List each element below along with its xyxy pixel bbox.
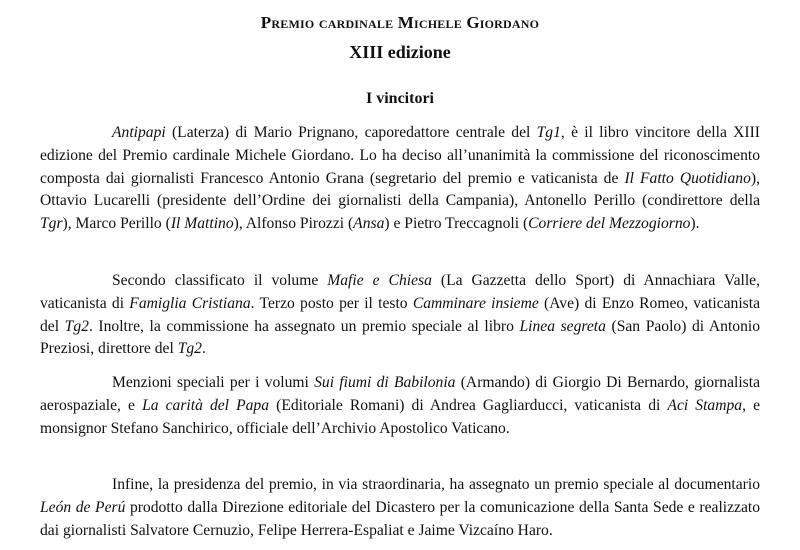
text-run: (Armando) di Giorgio Di Bernardo, giornalista aerospaziale, e bbox=[40, 374, 760, 414]
italic-title: Tgr bbox=[40, 215, 63, 233]
text-run: , è il libro vincitore della XIII edizione del Premio cardinale Michele Giordano. Lo ha deciso all’unanimità la commissione del riconoscimento composta dai giornalisti Francesco Antonio Grana (segretario del premio e vaticanista de bbox=[40, 124, 760, 187]
text-run: (San Paolo) di Antonio Preziosi, direttore del bbox=[40, 317, 760, 358]
text-run: (Laterza) di Mario Prignano, caporedattore centrale del bbox=[165, 124, 537, 141]
document-title bbox=[0, 12, 800, 34]
italic-title: Tg1 bbox=[536, 124, 561, 141]
text-run: ) e Pietro Treccagnoli ( bbox=[384, 215, 529, 233]
text-run: , e monsignor Stefano Sanchirico, officiale dell’Archivio Apostolico Vaticano. bbox=[40, 396, 760, 437]
paragraph-winner bbox=[40, 122, 760, 236]
italic-title: Antipapi bbox=[112, 124, 166, 141]
italic-title: Il Fatto Quotidiano bbox=[624, 169, 751, 187]
section-heading: I vincitori bbox=[366, 90, 434, 107]
text-run: (La Gazzetta dello Sport) di Annachiara Valle, vaticanista di bbox=[40, 272, 760, 312]
italic-title: Sui fiumi di Babilonia bbox=[314, 374, 456, 391]
italic-title: Linea segreta bbox=[519, 317, 606, 335]
paragraph-runners-up bbox=[40, 270, 760, 361]
text-run: (Editoriale Romani) di Andrea Gagliarducci, vaticanista di bbox=[269, 396, 668, 414]
italic-title: Mafie e Chiesa bbox=[327, 272, 432, 289]
title-word-cardinale: cardinale bbox=[318, 13, 398, 32]
italic-title: Il Mattino bbox=[170, 215, 234, 233]
italic-title: Famiglia Cristiana bbox=[129, 294, 251, 312]
text-run: ), Alfonso Pirozzi ( bbox=[233, 215, 354, 233]
text-run: (Ave) di Enzo Romeo, vaticanista del bbox=[40, 294, 760, 335]
paragraph-special-mentions bbox=[40, 372, 760, 440]
paragraph-special-prize bbox=[40, 474, 760, 542]
text-run: . Inoltre, la commissione ha assegnato un premio speciale al libro bbox=[88, 317, 520, 335]
italic-title: León de Perú bbox=[40, 498, 126, 516]
text-run: . bbox=[201, 340, 206, 358]
title-name: Michele Giordano bbox=[397, 13, 540, 32]
title-word-premio: Premio bbox=[260, 13, 319, 32]
text-run: Infine, la presidenza del premio, in via straordinaria, ha assegnato un premio speciale al documentario bbox=[112, 476, 760, 493]
text-run: . Terzo posto per il testo bbox=[250, 294, 413, 312]
text-run: prodotto dalla Direzione editoriale del Dicastero per la comunicazione della Santa Sede e realizzato dai giornalisti Salvatore Cernuzio, Felipe Herrera-Espaliat e Jaime Vizcaíno Haro. bbox=[40, 498, 760, 539]
text-run: ), Ottavio Lucarelli (presidente dell’Ordine dei giornalisti della Campania), Antonello Perillo (condirettore della bbox=[40, 169, 760, 210]
text-run: Menzioni speciali per i volumi bbox=[112, 374, 315, 391]
italic-title: Ansa bbox=[353, 215, 385, 233]
italic-title: Camminare insieme bbox=[412, 294, 539, 312]
italic-title: La carità del Papa bbox=[142, 396, 270, 414]
text-run: Secondo classificato il volume bbox=[112, 272, 328, 289]
italic-title: Tg2 bbox=[177, 340, 202, 358]
italic-title: Corriere del Mezzogiorno bbox=[528, 215, 691, 233]
edition-subtitle: XIII edizione bbox=[349, 42, 451, 62]
italic-title: Tg2 bbox=[64, 317, 89, 335]
text-run: ), Marco Perillo ( bbox=[62, 215, 171, 233]
italic-title: Aci Stampa bbox=[667, 396, 743, 414]
text-run: ). bbox=[690, 215, 700, 233]
